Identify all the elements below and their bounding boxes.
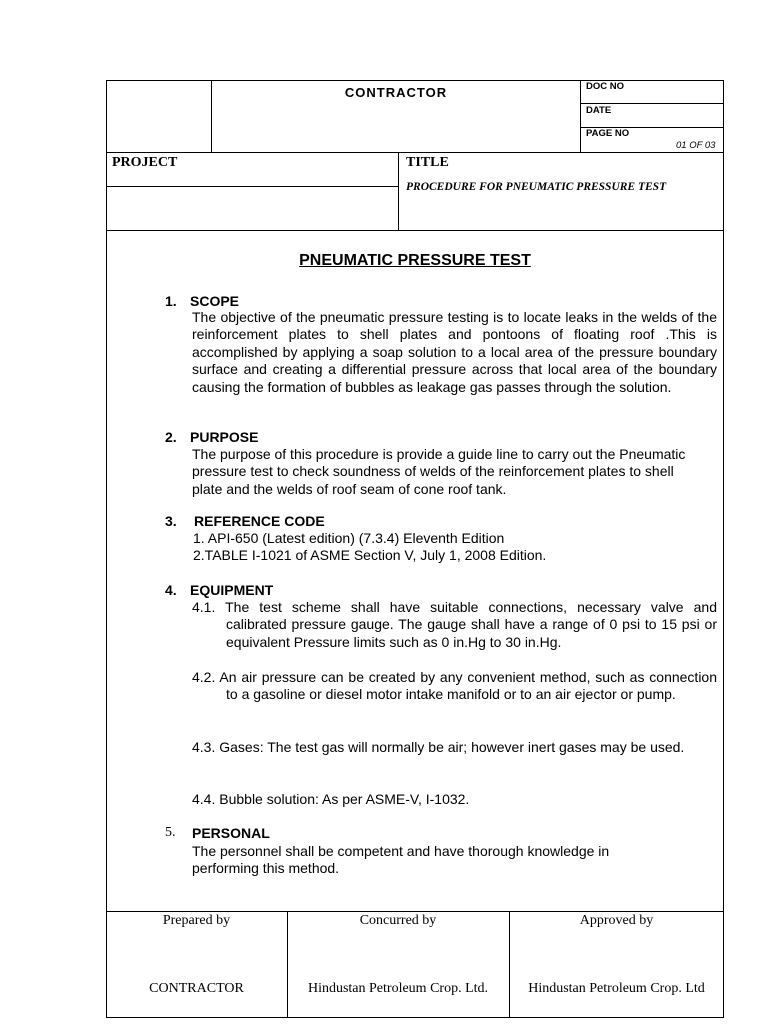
section-number: 4. bbox=[165, 582, 177, 598]
section-heading-purpose: PURPOSE bbox=[190, 429, 259, 445]
title-value: PROCEDURE FOR PNEUMATIC PRESSURE TEST bbox=[406, 181, 667, 193]
header-divider bbox=[106, 152, 724, 153]
section-heading-equipment: EQUIPMENT bbox=[190, 582, 274, 598]
page-no-label: PAGE NO bbox=[586, 128, 630, 139]
title-label: TITLE bbox=[406, 155, 449, 170]
approved-by-party: Hindustan Petroleum Crop. Ltd bbox=[528, 981, 705, 996]
equipment-item: 4.3. Gases: The test gas will normally be air; however inert gases may be used. bbox=[192, 739, 685, 755]
concurred-by-party: Hindustan Petroleum Crop. Ltd. bbox=[307, 981, 489, 996]
concurred-by-label: Concurred by bbox=[359, 913, 437, 928]
reference-item: 1. API-650 (Latest edition) (7.3.4) Eleventh Edition bbox=[193, 530, 505, 546]
document-title: PNEUMATIC PRESSURE TEST bbox=[299, 252, 531, 269]
prepared-by-label: Prepared by bbox=[162, 913, 231, 928]
approved-by-label: Approved by bbox=[579, 913, 654, 928]
personal-body: The personnel shall be competent and have thorough knowledge in performing this method. bbox=[192, 843, 610, 877]
section-number: 2. bbox=[165, 429, 177, 445]
prepared-by-party: CONTRACTOR bbox=[149, 981, 244, 996]
project-label: PROJECT bbox=[112, 155, 178, 170]
purpose-body: The purpose of this procedure is provide a guide line to carry out the Pneumatic pressure test to check soundness of welds of the reinforcement plates to shell plate and the welds of roof seam of cone roof tank. bbox=[192, 446, 686, 497]
reference-item: 2.TABLE I-1021 of ASME Section V, July 1, 2008 Edition. bbox=[193, 547, 547, 563]
signature-divider bbox=[106, 911, 724, 912]
section-number: 3. bbox=[165, 513, 177, 529]
project-title-divider bbox=[398, 152, 399, 230]
equipment-item: 4.2. An air pressure can be created by any convenient method, such as connection to a gasoline or diesel motor intake manifold or to an air ejector or pump. bbox=[192, 669, 717, 703]
section-number: 1. bbox=[165, 293, 177, 309]
equipment-item: 4.1. The test scheme shall have suitable connections, necessary valve and calibrated pressure gauge. The gauge shall have a range of 0 psi to 15 psi or equivalent Pressure limits such as 0 in.Hg to 30 in.Hg. bbox=[192, 599, 717, 650]
scope-body: The objective of the pneumatic pressure testing is to locate leaks in the welds of the reinforcement plates to shell plates and pontoons of floating roof .This is accomplished by applying a soap solution to a local area of the pressure boundary surface and creating a differential pressure across that local area of the boundary causing the formation of bubbles as leakage gas passes through the solution. bbox=[192, 309, 717, 395]
project-divider bbox=[106, 186, 398, 187]
date-label: DATE bbox=[586, 105, 612, 116]
section-number: 5. bbox=[165, 825, 176, 840]
meta-cell-divider bbox=[580, 80, 581, 152]
section-heading-reference: REFERENCE CODE bbox=[194, 513, 325, 529]
doc-no-label: DOC NO bbox=[586, 81, 624, 92]
equipment-item: 4.4. Bubble solution: As per ASME-V, I-1032. bbox=[192, 791, 470, 807]
meta-row-divider bbox=[580, 103, 724, 104]
body-divider bbox=[106, 230, 724, 231]
section-heading-personal: PERSONAL bbox=[192, 825, 270, 841]
section-heading-scope: SCOPE bbox=[190, 293, 240, 309]
contractor-header: CONTRACTOR bbox=[344, 85, 448, 100]
page-no-value: 01 OF 03 bbox=[676, 140, 716, 151]
